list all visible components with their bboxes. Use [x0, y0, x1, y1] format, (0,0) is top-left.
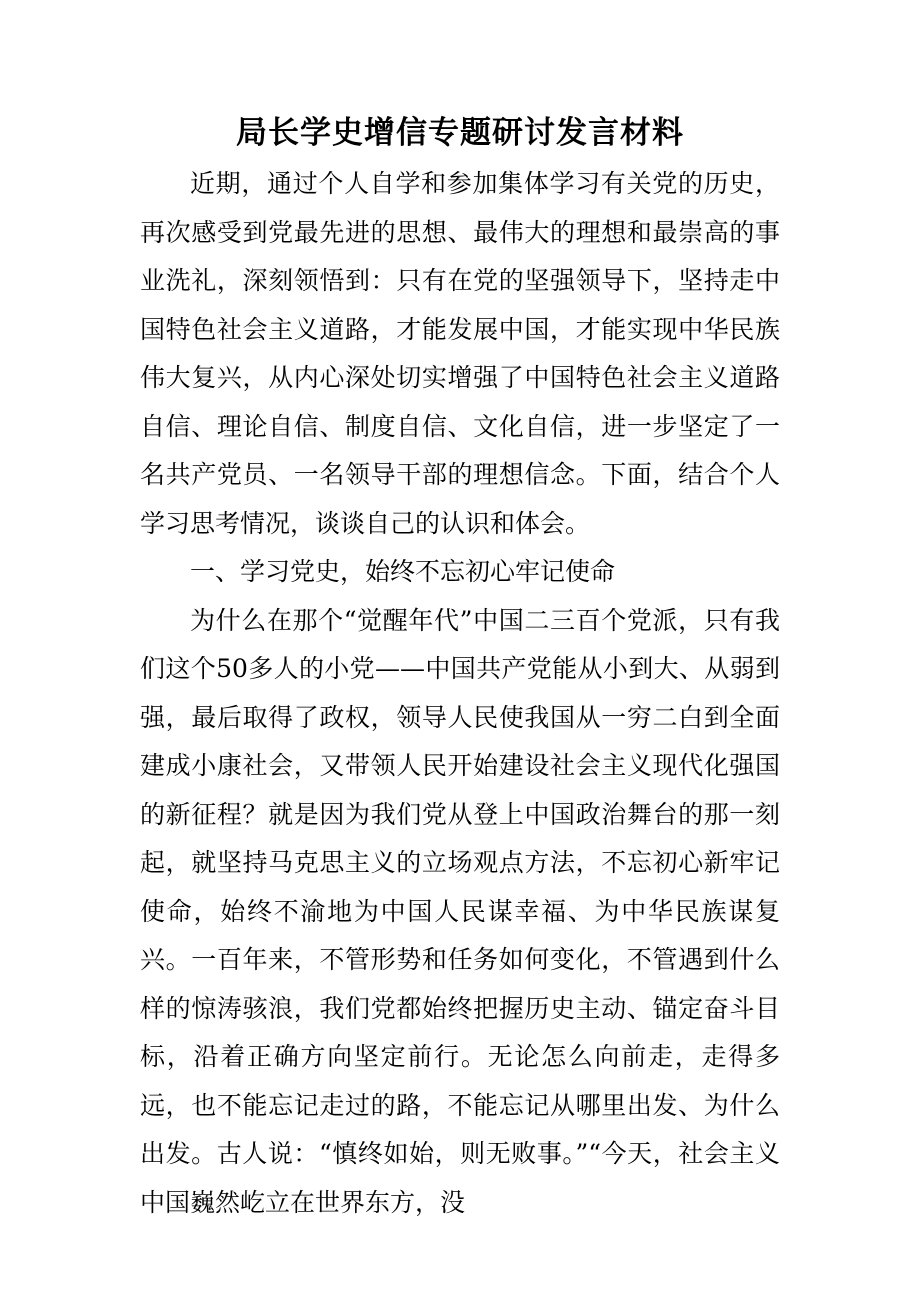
- section-heading-1: 一、学习党史，始终不忘初心牢记使命: [190, 557, 616, 586]
- document-title: 局长学史增信专题研讨发言材料: [236, 115, 684, 151]
- paragraph-intro: 近期，通过个人自学和参加集体学习有关党的历史，再次感受到党最先进的思想、最伟大的理想和最崇高的事业洗礼，深刻领悟到：只有在党的坚强领导下，坚持走中国特色社会主义道路，才能发展中国，才能实现中华民族伟大复兴，从内心深处切实增强了中国特色社会主义道路自信、理论自信、制度自信、文化自信，进一步坚定了一名共产党员、一名领导干部的理想信念。下面，结合个人学习思考情况，谈谈自己的认识和体会。: [140, 169, 780, 538]
- document-body: [140, 160, 780, 1227]
- paragraph-section-1: 为什么在那个“觉醒年代”中国二三百个党派，只有我们这个50多人的小党——中国共产党能从小到大、从弱到强，最后取得了政权，领导人民使我国从一穷二白到全面建成小康社会，又带领人民开始建设社会主义现代化强国的新征程？就是因为我们党从登上中国政治舞台的那一刻起，就坚持马克思主义的立场观点方法，不忘初心新牢记使命，始终不渝地为中国人民谋幸福、为中华民族谋复兴。一百年来，不管形势和任务如何变化，不管遇到什么样的惊涛骇浪，我们党都始终把握历史主动、锚定奋斗目标，沿着正确方向坚定前行。无论怎么向前走，走得多远，也不能忘记走过的路，不能忘记从哪里出发、为什么出发。古人说：“慎终如始，则无败事。”“今天，社会主义中国巍然屹立在世界东方，没: [140, 605, 780, 1217]
